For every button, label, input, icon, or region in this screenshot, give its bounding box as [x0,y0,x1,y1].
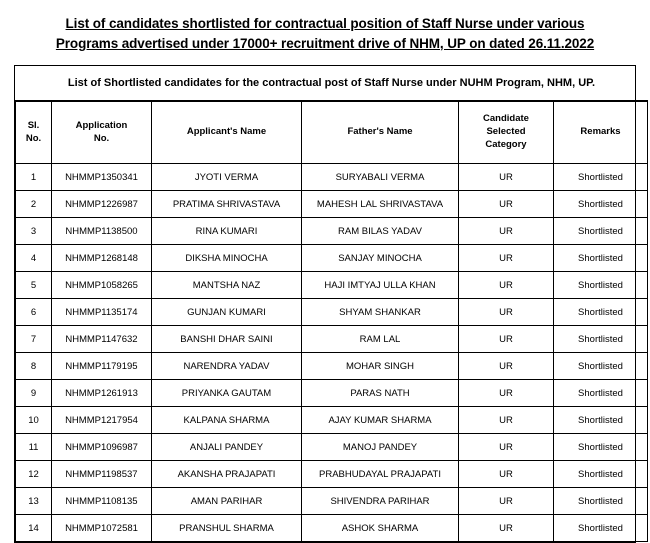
cell-candidate-category: UR [459,218,554,245]
cell-candidate-category: UR [459,380,554,407]
cell-remarks: Shortlisted [554,434,648,461]
column-header-candidate-category [459,102,554,164]
cell-applicant-name: MANTSHA NAZ [152,272,302,299]
cell-candidate-category: UR [459,407,554,434]
table-row [16,191,648,218]
shortlist-table-container [14,65,636,543]
cell-father-name: SHYAM SHANKAR [302,299,459,326]
cell-applicant-name: AKANSHA PRAJAPATI [152,461,302,488]
cell-application-no: NHMMP1261913 [52,380,152,407]
cell-application-no: NHMMP1179195 [52,353,152,380]
column-header-father-name: Father's Name [302,102,459,164]
column-header-application-no [52,102,152,164]
cell-candidate-category: UR [459,461,554,488]
cell-remarks: Shortlisted [554,164,648,191]
cell-remarks: Shortlisted [554,299,648,326]
table-row [16,299,648,326]
page-title-line-2: Programs advertised under 17000+ recruitment drive of NHM, UP on dated 26.11.2022 [55,35,595,51]
table-row [16,515,648,542]
cell-father-name: MOHAR SINGH [302,353,459,380]
cell-father-name: MAHESH LAL SHRIVASTAVA [302,191,459,218]
cell-remarks: Shortlisted [554,245,648,272]
page-title-line-1: List of candidates shortlisted for contractual position of Staff Nurse under various [65,16,585,31]
cell-candidate-category: UR [459,191,554,218]
table-row [16,380,648,407]
cell-candidate-category: UR [459,164,554,191]
cell-remarks: Shortlisted [554,218,648,245]
cell-father-name: AJAY KUMAR SHARMA [302,407,459,434]
column-header-sl-no-line-1: Sl. [27,119,40,131]
cell-remarks: Shortlisted [554,488,648,515]
cell-applicant-name: ANJALI PANDEY [152,434,302,461]
cell-sl-no: 13 [16,488,52,515]
cell-sl-no: 9 [16,380,52,407]
cell-sl-no: 10 [16,407,52,434]
cell-candidate-category: UR [459,272,554,299]
cell-sl-no: 8 [16,353,52,380]
cell-father-name: SHIVENDRA PARIHAR [302,488,459,515]
cell-candidate-category: UR [459,434,554,461]
cell-candidate-category: UR [459,353,554,380]
cell-application-no: NHMMP1147632 [52,326,152,353]
cell-application-no: NHMMP1096987 [52,434,152,461]
column-header-application-no-line-1: Application [75,119,128,131]
cell-father-name: HAJI IMTYAJ ULLA KHAN [302,272,459,299]
table-row [16,353,648,380]
column-header-candidate-category-line-3: Category [485,139,527,151]
cell-sl-no: 5 [16,272,52,299]
table-row [16,407,648,434]
cell-applicant-name: AMAN PARIHAR [152,488,302,515]
cell-applicant-name: PRATIMA SHRIVASTAVA [152,191,302,218]
column-header-candidate-category-line-2: Selected [486,126,526,138]
cell-father-name: MANOJ PANDEY [302,434,459,461]
cell-applicant-name: PRANSHUL SHARMA [152,515,302,542]
cell-father-name: RAM LAL [302,326,459,353]
cell-application-no: NHMMP1217954 [52,407,152,434]
cell-father-name: SURYABALI VERMA [302,164,459,191]
cell-sl-no: 11 [16,434,52,461]
table-row [16,326,648,353]
cell-application-no: NHMMP1058265 [52,272,152,299]
cell-candidate-category: UR [459,299,554,326]
cell-sl-no: 14 [16,515,52,542]
cell-applicant-name: JYOTI VERMA [152,164,302,191]
cell-father-name: RAM BILAS YADAV [302,218,459,245]
cell-remarks: Shortlisted [554,380,648,407]
cell-father-name: ASHOK SHARMA [302,515,459,542]
cell-remarks: Shortlisted [554,326,648,353]
table-header [16,102,648,164]
cell-remarks: Shortlisted [554,272,648,299]
cell-sl-no: 3 [16,218,52,245]
cell-sl-no: 2 [16,191,52,218]
cell-application-no: NHMMP1072581 [52,515,152,542]
cell-applicant-name: BANSHI DHAR SAINI [152,326,302,353]
cell-remarks: Shortlisted [554,353,648,380]
cell-sl-no: 1 [16,164,52,191]
cell-application-no: NHMMP1268148 [52,245,152,272]
cell-remarks: Shortlisted [554,407,648,434]
cell-father-name: SANJAY MINOCHA [302,245,459,272]
table-row [16,488,648,515]
cell-candidate-category: UR [459,245,554,272]
cell-application-no: NHMMP1138500 [52,218,152,245]
table-row [16,434,648,461]
table-row [16,272,648,299]
cell-sl-no: 12 [16,461,52,488]
column-header-sl-no-line-2: No. [25,132,42,144]
cell-sl-no: 7 [16,326,52,353]
table-row [16,245,648,272]
cell-application-no: NHMMP1198537 [52,461,152,488]
cell-candidate-category: UR [459,326,554,353]
column-header-candidate-category-line-1: Candidate [483,113,529,125]
cell-remarks: Shortlisted [554,515,648,542]
cell-father-name: PARAS NATH [302,380,459,407]
cell-applicant-name: RINA KUMARI [152,218,302,245]
cell-sl-no: 6 [16,299,52,326]
page-title [16,14,634,53]
table-row [16,164,648,191]
cell-candidate-category: UR [459,488,554,515]
cell-father-name: PRABHUDAYAL PRAJAPATI [302,461,459,488]
cell-remarks: Shortlisted [554,191,648,218]
cell-applicant-name: GUNJAN KUMARI [152,299,302,326]
column-header-remarks: Remarks [554,102,648,164]
cell-remarks: Shortlisted [554,461,648,488]
cell-application-no: NHMMP1226987 [52,191,152,218]
table-header-row [16,102,648,164]
cell-applicant-name: DIKSHA MINOCHA [152,245,302,272]
cell-applicant-name: NARENDRA YADAV [152,353,302,380]
column-header-sl-no [16,102,52,164]
cell-applicant-name: KALPANA SHARMA [152,407,302,434]
table-row [16,461,648,488]
cell-applicant-name: PRIYANKA GAUTAM [152,380,302,407]
cell-application-no: NHMMP1350341 [52,164,152,191]
column-header-application-no-line-2: No. [93,132,110,144]
table-caption: List of Shortlisted candidates for the contractual post of Staff Nurse under NUHM Program, NHM, UP. [15,66,648,101]
shortlist-table [15,66,648,542]
cell-application-no: NHMMP1108135 [52,488,152,515]
column-header-applicant-name: Applicant's Name [152,102,302,164]
table-row [16,218,648,245]
cell-application-no: NHMMP1135174 [52,299,152,326]
table-body [16,164,648,542]
cell-sl-no: 4 [16,245,52,272]
cell-candidate-category: UR [459,515,554,542]
